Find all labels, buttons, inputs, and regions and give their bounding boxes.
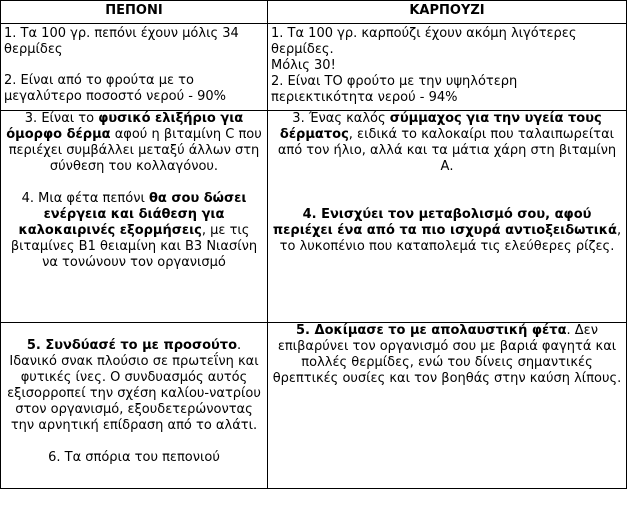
text-run-bold: θα σου δώσει ενέργεια και διάθεση για καλοκαιρινές εξορμήσεις	[18, 191, 247, 238]
melon-cell-pairing	[1, 323, 268, 489]
text-run: . Δεν επιβαρύνει τον οργανισμό σου με βαριά φαγητά και πολλές θερμίδες, ενώ του δίνεις σημαντικές θρεπτικές ουσίες και τον βοηθάς στην καύση λίπους.	[272, 323, 622, 386]
table-row	[1, 323, 627, 489]
header-row	[1, 1, 627, 24]
watermelon-point-2: 2. Είναι ΤΟ φρούτο με την υψηλότερη περιεκτικότητα νερού - 94%	[271, 74, 518, 105]
text-run-bold: φυσικό ελιξήριο για όμορφο δέρμα	[6, 111, 244, 142]
melon-point-2: 2. Είναι από το φρούτα με το μεγαλύτερο ποσοστό νερού - 90%	[4, 73, 226, 104]
melon-point-4	[4, 191, 264, 271]
text-run: 6. Τα σπόρια του πεπονιού	[48, 450, 220, 465]
text-run: 4. Μια φέτα πεπόνι	[21, 191, 149, 206]
text-run: , με τις βιταμίνες Β1 θειαμίνη και Β3 Νιασίνη να τονώνουν τον οργανισμό	[10, 223, 258, 270]
watermelon-point-1: 1. Τα 100 γρ. καρπούζι έχουν ακόμη λιγότερες θερμίδες.	[271, 26, 577, 57]
text-run: , το λυκοπένιο που καταπολεμά τις ελεύθερες ρίζες.	[279, 223, 622, 254]
text-run: , ειδικά το καλοκαίρι που ταλαιπωρείται από τον ήλιο, αλλά και τα μάτια χάρη στη βιταμίνη Α.	[277, 127, 617, 174]
melon-point-5	[4, 338, 264, 434]
text-run-bold: 5. Συνδύασέ το με προσούτο	[26, 338, 238, 353]
watermelon-cell-skin-metabolism	[268, 111, 627, 323]
melon-point-1: 1. Τα 100 γρ. πεπόνι έχουν μόλις 34 θερμίδες	[4, 26, 239, 57]
text-run-bold: 5. Δοκίμασε το με απολαυστική φέτα	[296, 323, 567, 338]
watermelon-cell-pairing	[268, 323, 627, 489]
watermelon-cell-calories-water	[268, 24, 627, 111]
header-melon: ΠΕΠΟΝΙ	[1, 1, 268, 24]
melon-cell-skin-energy	[1, 111, 268, 323]
table-row	[1, 111, 627, 323]
table-row	[1, 24, 627, 111]
melon-point-3	[4, 111, 264, 175]
melon-point-6	[4, 450, 264, 466]
watermelon-point-5	[271, 323, 623, 387]
watermelon-point-1-emphasis: Μόλις 30!	[271, 58, 336, 73]
watermelon-point-4	[271, 207, 623, 255]
text-run: αφού η βιταμίνη C που περιέχει συμβάλλει μεταξύ άλλων στη σύνθεση του κολλαγόνου.	[8, 127, 262, 174]
text-run: 3. Ένας καλός	[292, 111, 390, 126]
text-run: 3. Είναι το	[24, 111, 99, 126]
text-run-bold: σύμμαχος για την υγεία τους δέρματος	[279, 111, 602, 142]
text-run: . Ιδανικό σνακ πλούσιο σε πρωτεΐνη και φυτικές ίνες. Ο συνδυασμός αυτός εξισορροπεί την σχέση καλίου-νατρίου στον οργανισμό, εξουδετερώνοντας την αρνητική επίδραση από το αλάτι.	[7, 338, 261, 433]
watermelon-point-3	[271, 111, 623, 175]
text-run-bold: 4. Ενισχύει τον μεταβολισμό σου, αφού περιέχει ένα από τα πιο ισχυρά αντιοξειδωτικά	[272, 207, 617, 238]
melon-cell-calories-water	[1, 24, 268, 111]
header-watermelon: ΚΑΡΠΟΥΖΙ	[268, 1, 627, 24]
